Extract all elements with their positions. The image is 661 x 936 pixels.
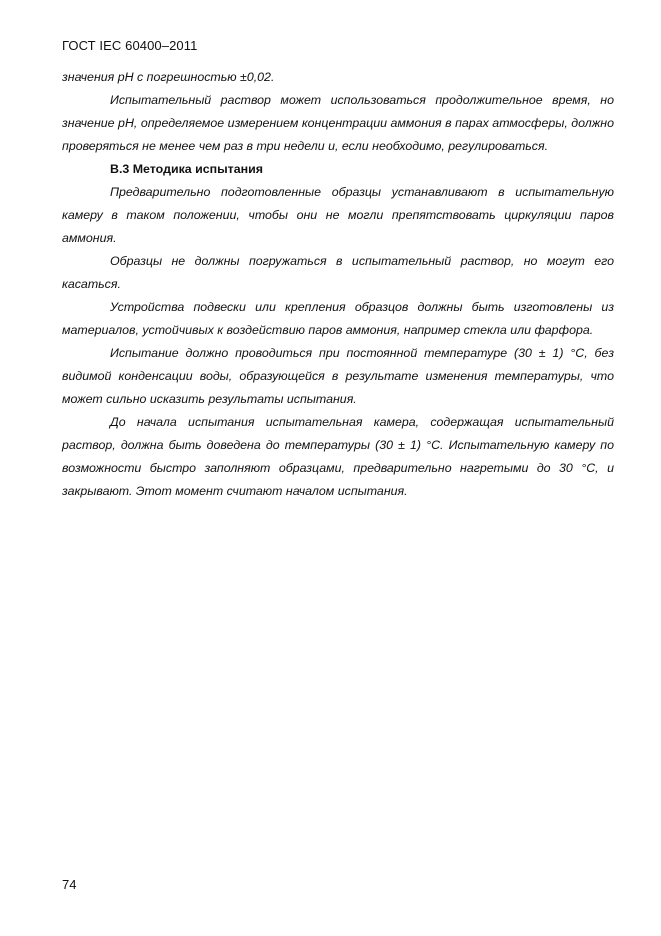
paragraph-sample-immersion: Образцы не должны погружаться в испытательный раствор, но могут его касаться.	[62, 254, 614, 291]
page-number: 74	[62, 877, 77, 892]
paragraph-solution-usage: Испытательный раствор может использоваться продолжительное время, но значение pH, определяемое измерением концентрации аммония в парах атмосферы, должно проверяться не менее чем раз в три недели и, если необходимо, регулироваться.	[62, 93, 614, 153]
document-header: ГОСТ IEC 60400–2011	[62, 38, 198, 53]
page-body	[62, 66, 614, 503]
section-heading: В.3 Методика испытания	[110, 162, 263, 176]
paragraph-test-start: До начала испытания испытательная камера, содержащая испытательный раствор, должна быть доведена до температуры (30 ± 1) °С. Испытательную камеру по возможности быстро заполняют образцами, предварительно нагретыми до 30 °С, и закрывают. Этот момент считают началом испытания.	[62, 415, 614, 498]
paragraph-ph-accuracy: значения pH с погрешностью ±0,02.	[62, 70, 275, 84]
paragraph-sample-placement: Предварительно подготовленные образцы устанавливают в испытательную камеру в таком положении, чтобы они не могли препятствовать циркуляции паров аммония.	[62, 185, 614, 245]
paragraph-mounting-materials: Устройства подвески или крепления образцов должны быть изготовлены из материалов, устойчивых к воздействию паров аммония, например стекла или фарфора.	[62, 300, 614, 337]
paragraph-test-temperature: Испытание должно проводиться при постоянной температуре (30 ± 1) °С, без видимой конденсации воды, образующейся в результате изменения температуры, что может сильно исказить результаты испытания.	[62, 346, 614, 406]
